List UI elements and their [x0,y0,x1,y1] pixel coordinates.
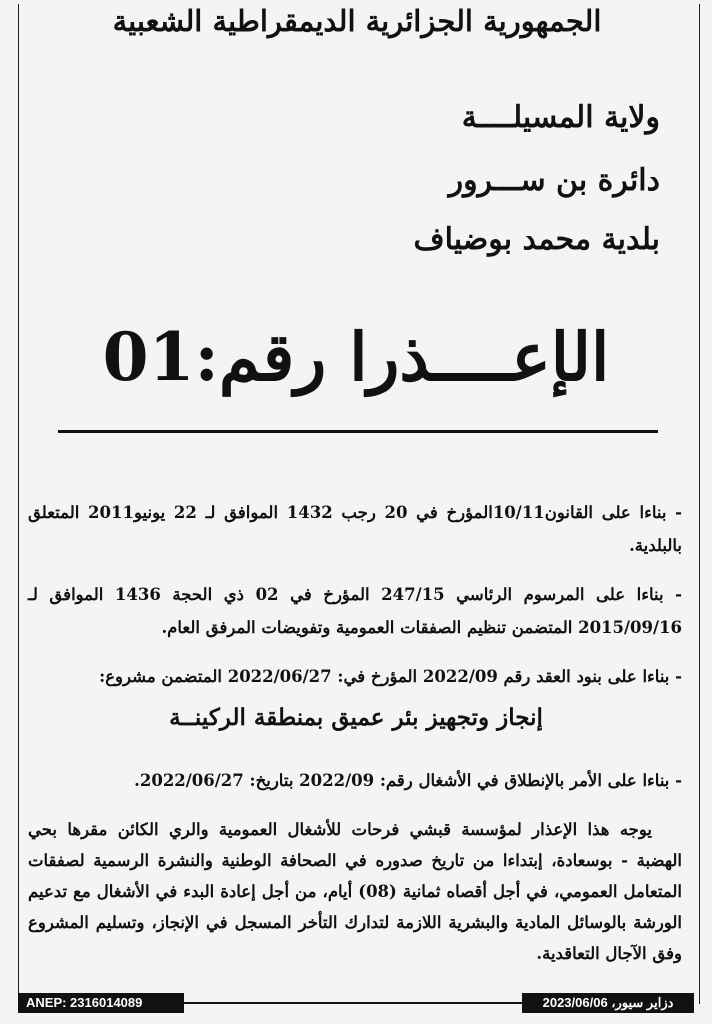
preamble-order: - بناءا على الأمر بالإنطلاق في الأشغال رقم: 2022/09 بتاريخ: 2022/06/27. [134,771,682,790]
notice-body: يوجه هذا الإعذار لمؤسسة قبشي فرحات للأشغال العمومية والري الكائن مقرها بحي الهضبة - بوسعادة، إبتداءا من تاريخ صدوره في الصحافة الوطنية والنشرة الرسمية لصفقات المتعامل العمومي، في أجل أقصاه ثمانية (08) أيام، من أجل إعادة البدء في الأشغال مع تدعيم الورشة بالوسائل المادية والبشرية اللازمة لتدارك التأخر المسجل في الإنجاز، وتسليم المشروع وفق الآجال التعاقدية. [28,820,682,963]
publication-date: دزاير سيور، 2023/06/06 [522,993,694,1013]
daira-line: دائرة بن ســـرور [448,163,660,198]
anep-reference: ANEP: 2316014089 [18,993,184,1013]
title-underline [58,430,658,433]
republic-header: الجمهورية الجزائرية الديمقراطية الشعبية [112,4,602,38]
project-title: إنجاز وتجهيز بئر عميق بمنطقة الركينــة [169,704,543,731]
wilaya-line: ولاية المسيلــــة [461,100,660,135]
preamble-decree: - بناءا على المرسوم الرئاسي 247/15 المؤرخ في 02 ذي الحجة 1436 الموافق لـ 2015/09/16 المتضمن تنظيم الصفقات العمومية وتفويضات المرفق العام. [28,585,682,637]
preamble-contract: - بناءا على بنود العقد رقم 2022/09 المؤرخ في: 2022/06/27 المتضمن مشروع: [99,667,682,686]
notice-title: الإعــــذرا رقم:01 [102,318,610,396]
baladiya-line: بلدية محمد بوضياف [413,222,660,257]
preamble-law: - بناءا على القانون10/11المؤرخ في 20 رجب 1432 الموافق لـ 22 يونيو2011 المتعلق بالبلدية. [28,503,682,555]
footer-rule [168,1002,536,1004]
